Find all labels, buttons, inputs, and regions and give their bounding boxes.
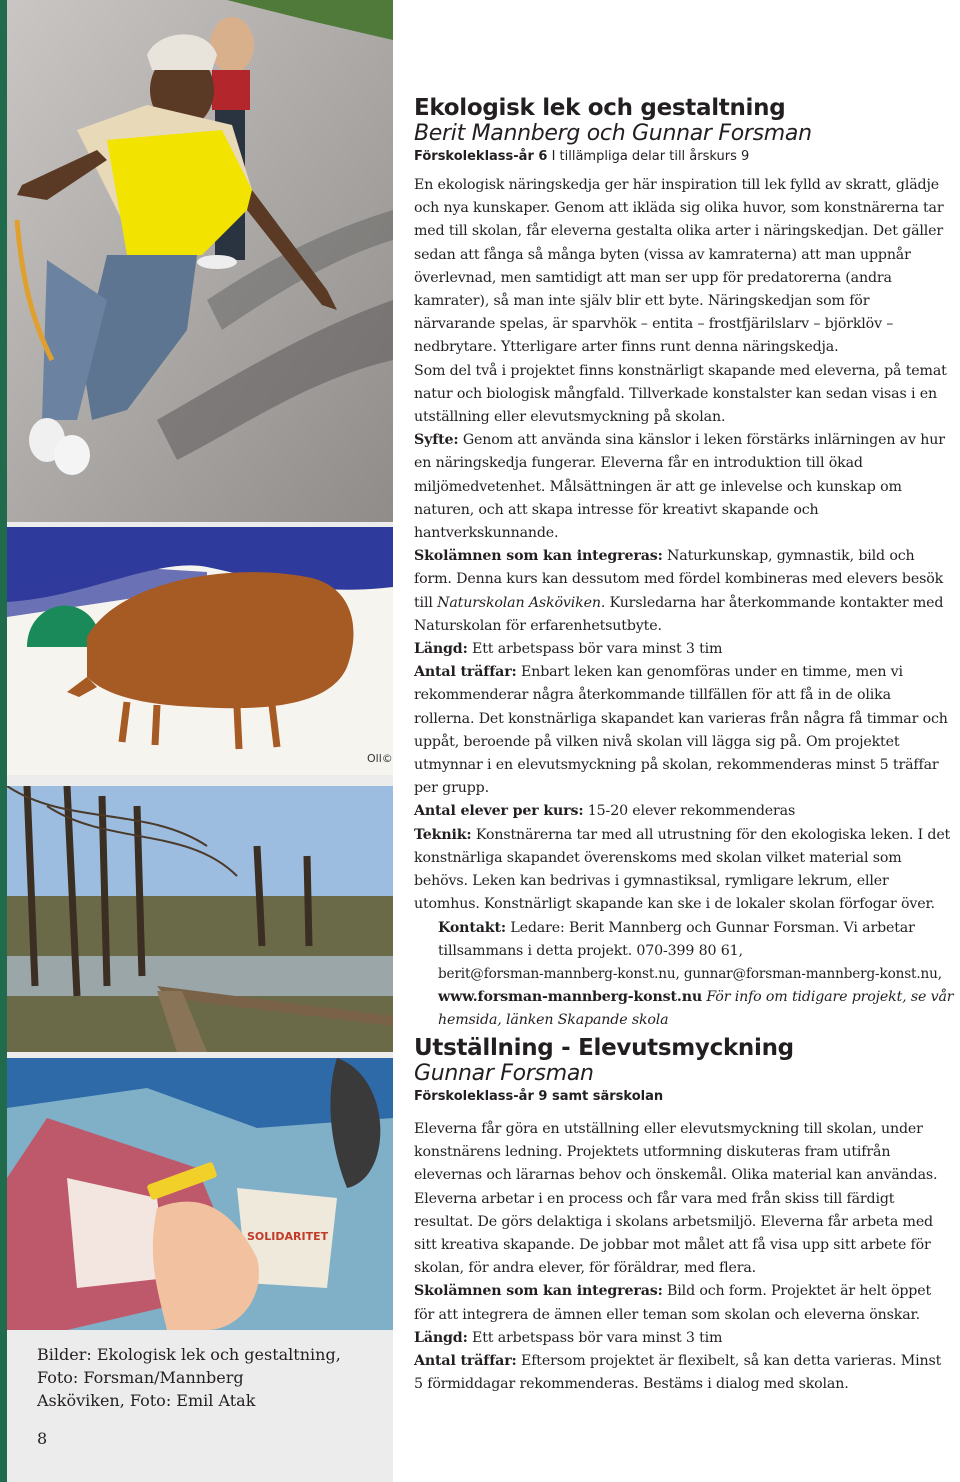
drawing-signature: Oll© bbox=[367, 752, 393, 765]
section1-antal-elever bbox=[414, 800, 954, 823]
section2-paragraph-1: Eleverna får göra en utställning eller elevutsmyckning till skolan, under konstnärens ledning. Projektets utformning diskuteras fram utifrån elevernas och lärarnas behov och önskemål. Olika material kan användas. Eleverna arbetar i en process och får vara med från skiss till färdigt resultat. De görs delaktiga i skolans arbetsmiljö. Eleverna får arbeta med sitt kreativa skapande. De jobbar mot målet att få visa upp sitt arbete för skolan, för andra elever, för föräldrar, med flera. bbox=[414, 1121, 938, 1277]
section1-skolamnen bbox=[414, 545, 954, 638]
photo-askoviken-landscape bbox=[7, 786, 393, 1052]
langd-label: Längd: bbox=[414, 641, 468, 658]
antal-traffar-text: Enbart leken kan genomföras under en timme, men vi rekommenderar några återkommande tillfällen för att få in de olika rollerna. Det konstnärliga skapandet kan varieras från några få timmar och uppåt, beroende på vilken nivå skolan vill lägga sig på. Om projektet utmynnar i en elevutsmyckning på skolan, rekommenderas minst 5 träffar per grupp. bbox=[414, 664, 948, 797]
section2-grade-bold: Förskoleklass-år 9 samt särskolan bbox=[414, 1089, 664, 1104]
caption-line-1: Bilder: Ekologisk lek och gestaltning, bbox=[37, 1345, 341, 1364]
kontakt-label: Kontakt: bbox=[438, 919, 506, 936]
section-ekologisk-lek bbox=[414, 95, 954, 1033]
antal-elever-label: Antal elever per kurs: bbox=[414, 803, 584, 820]
s2-skolamnen-text: Bild och form. Projektet är helt öppet för att integrera de ämnen eller teman som skolan och eleverna önskar. bbox=[414, 1283, 931, 1323]
s2-langd-text: Ett arbetspass bör vara minst 3 tim bbox=[467, 1329, 723, 1346]
s2-langd-label: Längd: bbox=[414, 1329, 468, 1346]
antal-elever-text: 15-20 elever rekommenderas bbox=[583, 803, 796, 820]
section2-authors: Gunnar Forsman bbox=[414, 1061, 594, 1086]
section1-syfte bbox=[414, 429, 954, 545]
skolamnen-text-2: Kursledarna har återkommande kontakter med Naturskolan för erfarenhetsutbyte. bbox=[414, 594, 944, 634]
teknik-label: Teknik: bbox=[414, 826, 472, 843]
section1-grade-bold: Förskoleklass-år 6 bbox=[414, 149, 548, 164]
section1-body bbox=[414, 174, 954, 1033]
photo-children-playing bbox=[7, 0, 393, 522]
syfte-text: Genom att använda sina känslor i leken förstärks inlärningen av hur en näringskedja fungerar. Eleverna får en introduktion till ökad miljömedvetenhet. Målsättningen är att ge inlevelse och kunskap om naturen, och att skapa intresse för kreativt skapande och hantverkskunnande. bbox=[414, 432, 945, 542]
skolamnen-label: Skolämnen som kan integreras: bbox=[414, 548, 663, 565]
section2-skolamnen bbox=[414, 1280, 954, 1326]
website-link[interactable]: www.forsman-mannberg-konst.nu bbox=[438, 989, 703, 1006]
website-note: För info om tidigare projekt, se vår hemsida, länken Skapande skola bbox=[438, 989, 954, 1029]
section1-grade-rest: I tillämpliga delar till årskurs 9 bbox=[547, 149, 750, 164]
syfte-label: Syfte: bbox=[414, 432, 459, 449]
caption-line-2: Foto: Forsman/Mannberg bbox=[37, 1368, 244, 1387]
section2-langd bbox=[414, 1327, 954, 1350]
s2-antal-traffar-label: Antal träffar: bbox=[414, 1353, 517, 1370]
section1-langd bbox=[414, 638, 954, 661]
section1-paragraph-2: Som del två i projektet finns konstnärligt skapande med eleverna, på temat natur och biologisk mångfald. Tillverkade konstalster kan sedan visas i en utställning eller elevutsmyckning på skolan. bbox=[414, 362, 947, 426]
kontakt-text: Ledare: Berit Mannberg och Gunnar Forsman. Vi arbetar tillsammans i detta projekt. 070-399 80 61, bbox=[438, 919, 915, 959]
contact-emails[interactable]: berit@forsman-mannberg-konst.nu, gunnar@forsman-mannberg-konst.nu, bbox=[438, 965, 942, 982]
solidaritet-label: SOLIDARITET bbox=[247, 1230, 329, 1243]
section1-paragraph-1: En ekologisk näringskedja ger här inspiration till lek fylld av skratt, glädje och nya kunskaper. Genom att ikläda sig olika huvor, som konstnärerna tar med till skolan, får eleverna gestalta olika arter i näringskedjan. Det gäller sedan att fånga så många byten (vissa av kamraterna) att man uppnår överlevnad, men samtidigt att man ser upp för predatorerna (andra kamrater), så man inte själv blir ett byte. Näringskedjan som för närvarande spelas, är sparvhök – entita – frostfjärilslarv – björklöv – nedbrytare. Ytterligare arter finns runt denna näringskedja. bbox=[414, 177, 944, 356]
antal-traffar-label: Antal träffar: bbox=[414, 664, 517, 681]
section1-grade bbox=[414, 149, 954, 164]
image-caption bbox=[37, 1343, 377, 1412]
section-utstallning bbox=[414, 1035, 954, 1396]
teknik-text: Konstnärerna tar med all utrustning för den ekologiska leken. I det konstnärliga skapandet överenskoms med skolan vilket material som behövs. Leken kan bedrivas i gymnastiksal, rymligare lekrum, eller utomhus. Konstnärligt skapande kan ske i de lokaler skolan förfogar över. bbox=[414, 826, 951, 913]
section2-body bbox=[414, 1118, 954, 1396]
s2-antal-traffar-text: Eftersom projektet är flexibelt, så kan detta varieras. Minst 5 förmiddagar rekommenderas. Bestäms i dialog med skolan. bbox=[414, 1353, 942, 1393]
section1-antal-traffar bbox=[414, 661, 954, 800]
section2-grade bbox=[414, 1089, 954, 1104]
section2-title: Utställning - Elevutsmyckning bbox=[414, 1035, 794, 1061]
s2-skolamnen-label: Skolämnen som kan integreras: bbox=[414, 1283, 663, 1300]
section1-title: Ekologisk lek och gestaltning bbox=[414, 95, 786, 121]
section1-teknik bbox=[414, 824, 954, 917]
section2-antal-traffar bbox=[414, 1350, 954, 1396]
naturskolan-name: Naturskolan Asköviken. bbox=[437, 594, 606, 611]
caption-line-3: Asköviken, Foto: Emil Atak bbox=[37, 1391, 256, 1410]
section1-authors: Berit Mannberg och Gunnar Forsman bbox=[414, 121, 812, 146]
section1-contact bbox=[414, 917, 954, 1033]
langd-text: Ett arbetspass bör vara minst 3 tim bbox=[467, 641, 723, 658]
skolamnen-text: Naturkunskap, gymnastik, bild och form. Denna kurs kan dessutom med fördel kombineras med elevers besök till bbox=[414, 548, 944, 611]
photo-child-drawing bbox=[7, 527, 393, 775]
photo-painting-hand bbox=[7, 1058, 393, 1330]
page-number: 8 bbox=[37, 1429, 48, 1448]
green-edge-strip bbox=[0, 0, 7, 1482]
